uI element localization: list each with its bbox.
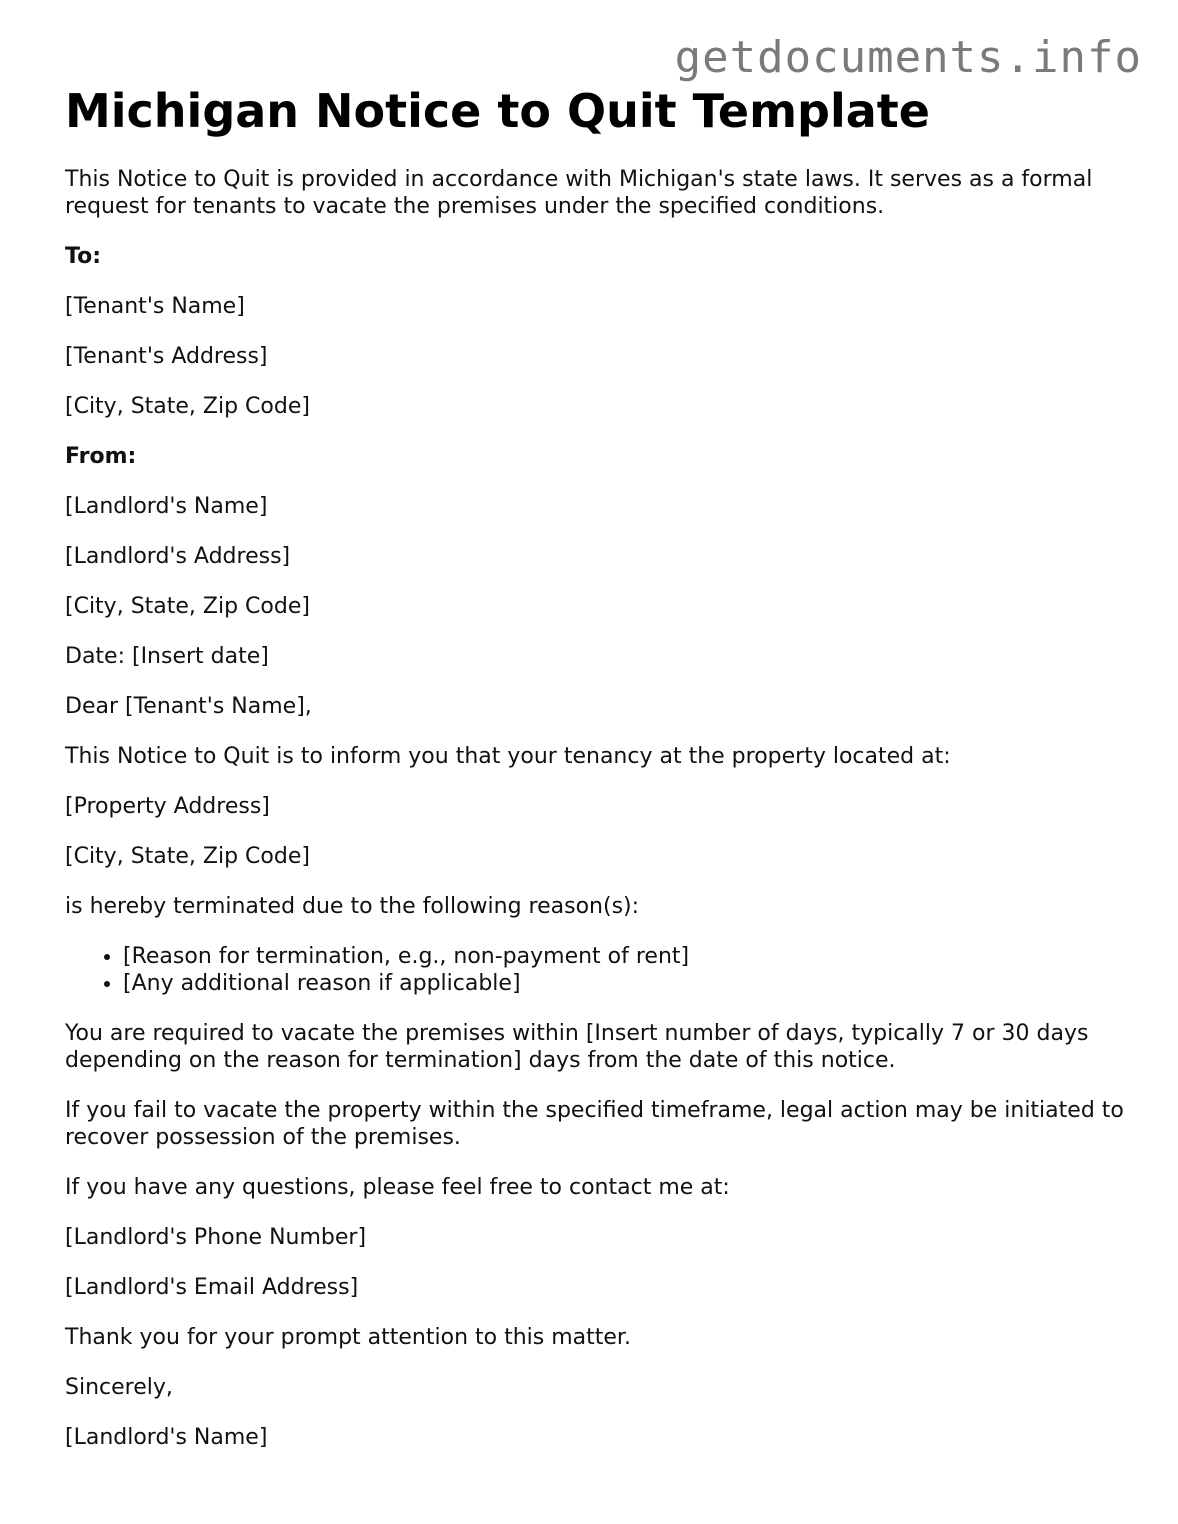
tenant-name: [Tenant's Name]: [65, 294, 245, 319]
landlord-city: [City, State, Zip Code]: [65, 594, 310, 619]
thanks-line: Thank you for your prompt attention to this matter.: [65, 1325, 631, 1350]
to-label: To:: [65, 244, 101, 269]
reason-item: • [Reason for termination, e.g., non-payment of rent]: [123, 943, 1125, 970]
salutation: Dear [Tenant's Name],: [65, 694, 312, 719]
from-label: From:: [65, 444, 137, 469]
reasons-list: [65, 943, 1125, 997]
tenant-city: [City, State, Zip Code]: [65, 394, 310, 419]
property-address: [Property Address]: [65, 794, 270, 819]
vacate-paragraph: You are required to vacate the premises within [Insert number of days, typically 7 or 30 days depending on the reason for termination] days from the date of this notice.: [65, 1021, 1089, 1073]
watermark: getdocuments.info: [674, 32, 1142, 83]
property-city: [City, State, Zip Code]: [65, 844, 310, 869]
landlord-phone: [Landlord's Phone Number]: [65, 1225, 367, 1250]
reason-item: • [Any additional reason if applicable]: [123, 970, 1125, 997]
notice-line: This Notice to Quit is to inform you that your tenancy at the property located at:: [65, 744, 951, 769]
tenant-address: [Tenant's Address]: [65, 344, 268, 369]
document-body: [65, 82, 1125, 1474]
signature-name: [Landlord's Name]: [65, 1425, 268, 1450]
landlord-email: [Landlord's Email Address]: [65, 1275, 359, 1300]
termination-line: is hereby terminated due to the following reason(s):: [65, 894, 640, 919]
intro-paragraph: This Notice to Quit is provided in accordance with Michigan's state laws. It serves as a formal request for tenants to vacate the premises under the specified conditions.: [65, 167, 1093, 219]
date-line: Date: [Insert date]: [65, 644, 269, 669]
legal-paragraph: If you fail to vacate the property within the specified timeframe, legal action may be initiated to recover possession of the premises.: [65, 1098, 1124, 1150]
page-title: Michigan Notice to Quit Template: [65, 84, 930, 138]
closing: Sincerely,: [65, 1375, 173, 1400]
contact-line: If you have any questions, please feel free to contact me at:: [65, 1175, 730, 1200]
landlord-address: [Landlord's Address]: [65, 544, 291, 569]
landlord-name: [Landlord's Name]: [65, 494, 268, 519]
